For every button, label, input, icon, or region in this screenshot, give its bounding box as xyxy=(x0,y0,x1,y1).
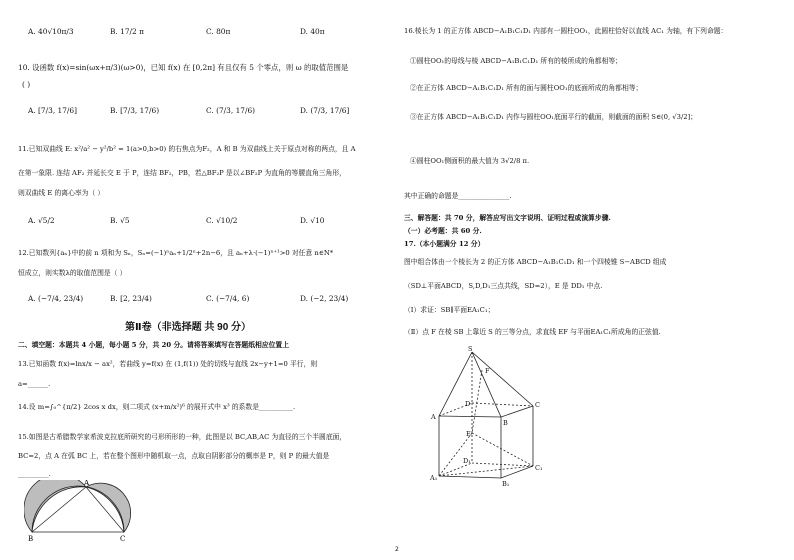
q14-text: 14.设 m=∫₀^{π/2} 2cos x dx，则二项式 (x+m/x²)⁶ 的展开式中 x³ 的系数是__________. xyxy=(18,403,296,411)
required-header: （一）必考题：共 60 分. xyxy=(404,227,482,235)
label-d: D xyxy=(465,400,471,408)
q12-option-c: C. (−7/4, 6) xyxy=(206,294,250,303)
q16-item1: ①圆柱OO₁的母线与棱 ABCD−A₁B₁C₁D₁ 所有的棱所成的角都相等； xyxy=(410,57,622,65)
q17-line2: （SD⊥平面ABCD，S,D,D₁三点共线，SD=2），E 是 DD₁ 中点. xyxy=(404,282,603,290)
q15-line1: 15.如图是古希腊数学家希波克拉底所研究的弓形所形的一种，此图是以 BC,AB,AC 为直径的三个半圆底面， xyxy=(18,433,347,441)
q9-option-a: A. 40√10π/3 xyxy=(28,27,74,36)
solid-figure xyxy=(425,346,560,488)
q16-item4: ④圆柱OO₁侧面积的最大值为 3√2/8 π. xyxy=(410,157,530,165)
q13-line1: 13.已知函数 f(x)=lnx/x − ax²，若曲线 y=f(x) 在 (1,f(1)) 处的切线与直线 2x−y+1=0 平行，则 xyxy=(18,360,318,368)
q12-option-a: A. (−7/4, 23/4) xyxy=(28,294,84,303)
q15-line2: BC=2，点 A 在弧 BC 上，若在整个图形中随机取一点，点取自阴影部分的概率是 P，则 P 的最大值是 xyxy=(18,452,330,460)
q11-option-d: D. √10 xyxy=(300,216,325,225)
q10-paren: ( ) xyxy=(22,80,31,89)
q17-part2: （Ⅱ）点 F 在棱 SB 上靠近 S 的三等分点，求直线 EF 与平面EA₁C₁所成角的正弦值. xyxy=(404,328,661,336)
q15-line3: _________. xyxy=(18,470,51,478)
q16-line1: 16.棱长为 1 的正方体 ABCD−A₁B₁C₁D₁ 内部有一圆柱OO₁，此圆柱恰好以直线 AC₁ 为轴，有下列命题： xyxy=(404,27,728,35)
solve-header: 三、解答题：共 70 分，解答应写出文字说明、证明过程或演算步骤. xyxy=(404,214,611,222)
q10-stem: 10. 设函数 f(x)=sin(ωx+π/3)(ω>0)，已知 f(x) 在 [0,2π] 有且仅有 5 个零点，则 ω 的取值范围是 xyxy=(18,63,349,72)
q10-option-c: C. (7/3, 17/6) xyxy=(206,106,256,115)
label-f: F xyxy=(485,367,490,375)
page-number: 2 xyxy=(395,546,399,553)
label-c: C xyxy=(535,401,540,409)
q11-option-c: C. √10/2 xyxy=(206,216,238,225)
q10-option-d: D. (7/3, 17/6] xyxy=(300,106,350,115)
label-e: E xyxy=(466,430,471,438)
q9-option-d: D. 40π xyxy=(300,27,325,36)
q17-part1: （Ⅰ）求证：SB∥平面EA₁C₁； xyxy=(404,306,495,314)
q16-item3: ③在正方体 ABCD−A₁B₁C₁D₁ 内作与圆柱OO₁底面平行的截面，则截面的面积 S∈(0, √3/2]； xyxy=(410,113,698,121)
label-c: C xyxy=(120,535,126,543)
q16-item2: ②在正方体 ABCD−A₁B₁C₁D₁ 所有的面与圆柱OO₁的底面所成的角都相等； xyxy=(410,84,643,92)
q11-option-a: A. √5/2 xyxy=(28,216,55,225)
label-a: A xyxy=(84,480,90,487)
part2-title: 第Ⅱ卷（非选择题 共 90 分） xyxy=(125,322,252,333)
label-d1: D₁ xyxy=(463,457,471,465)
label-a: A xyxy=(431,413,436,421)
q12-option-d: D. (−2, 23/4) xyxy=(300,294,349,303)
q10-option-b: B. [7/3, 17/6) xyxy=(110,106,160,115)
q13-line2: a=______. xyxy=(18,380,51,388)
label-b: B xyxy=(503,419,508,427)
lune-figure xyxy=(24,480,134,544)
q12-line1: 12.已知数列{aₙ}中的前 n 项和为 Sₙ，Sₙ=(−1)ⁿaₙ+1/2ⁿ+2n−6，且 aₙ+λ·(−1)ⁿ⁺¹>0 对任意 n∈N* xyxy=(18,249,334,257)
q12-option-b: B. [2, 23/4) xyxy=(110,294,152,303)
q11-line2: 在第一象限. 连结 AF₂ 并延长交 E 于 P，连结 BF₂，PB，若△BF₂P 是以∠BF₂P 为直角的等腰直角三角形， xyxy=(18,169,346,177)
label-b: B xyxy=(28,535,34,543)
q9-option-b: B. 17/2 π xyxy=(110,27,144,36)
q16-answer: 其中正确的命题是_______________. xyxy=(404,192,512,200)
q11-line3: 则双曲线 E 的离心率为（ ） xyxy=(18,189,105,197)
q11-line1: 11.已知双曲线 E: x²/a² − y²/b² = 1(a>0,b>0) 的右焦点为F₂，A 和 B 为双曲线上关于原点对称的两点，且 A xyxy=(18,145,356,153)
q17-line1: 图中组合体由一个棱长为 2 的正方体 ABCD−A₁B₁C₁D₁ 和一个四棱锥 S−ABCD 组成 xyxy=(404,258,667,266)
q9-option-c: C. 80π xyxy=(206,27,231,36)
label-s: S xyxy=(468,346,473,353)
label-a1: A₁ xyxy=(430,474,438,482)
q17-title: 17.（本小题满分 12 分） xyxy=(404,240,485,248)
q12-line2: 恒成立，则实数λ的取值范围是（ ） xyxy=(18,269,127,277)
label-b1: B₁ xyxy=(502,480,510,488)
q10-option-a: A. [7/3, 17/6] xyxy=(28,106,77,115)
q11-option-b: B. √5 xyxy=(110,216,130,225)
label-c1: C₁ xyxy=(535,464,543,472)
fill-in-header: 二、填空题：本题共 4 小题，每小题 5 分，共 20 分。请将答案填写在答题纸相应位置上 xyxy=(18,341,290,349)
